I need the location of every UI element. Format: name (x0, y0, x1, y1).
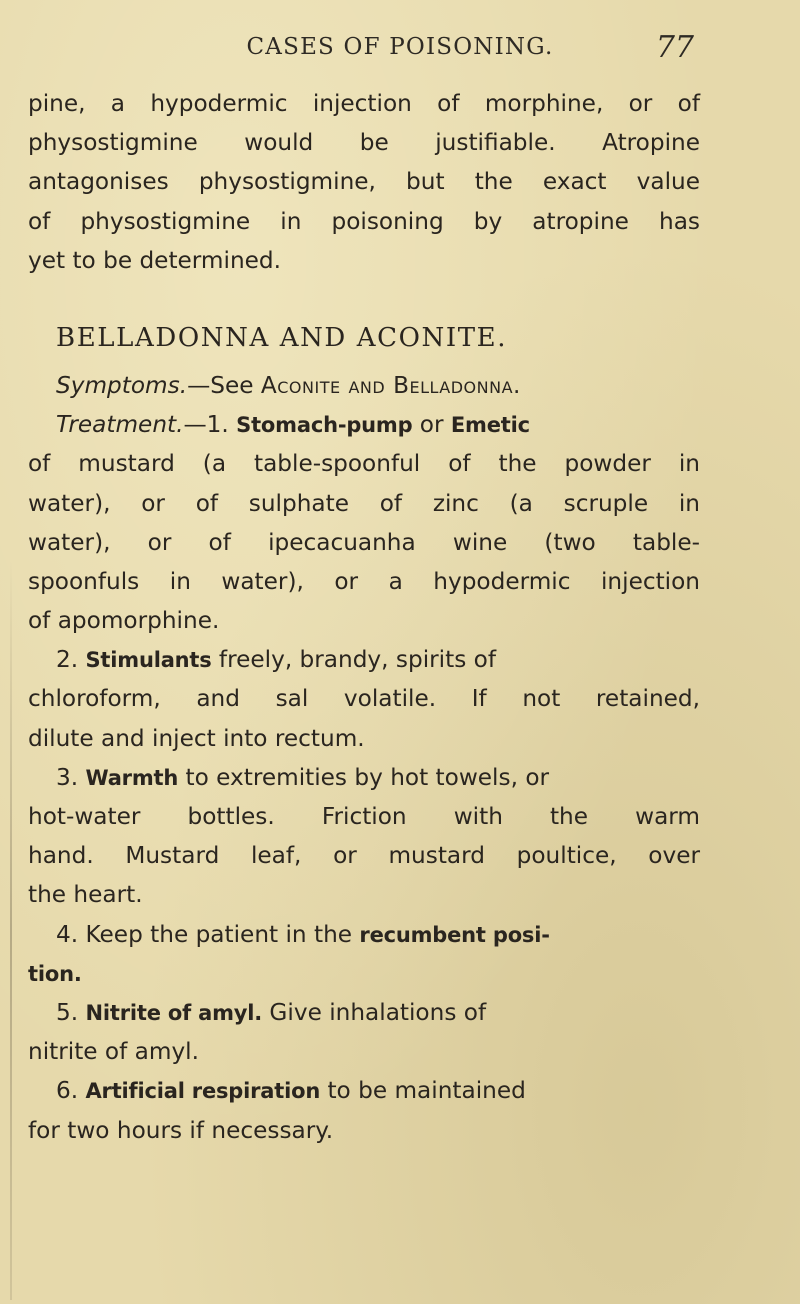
item-number: 6. (56, 1077, 79, 1105)
text-line: hot-water bottles. Friction with the warm (28, 803, 700, 830)
paragraph-continued (28, 84, 700, 280)
page-number: 77 (655, 30, 694, 65)
text-line: the heart. (28, 881, 143, 909)
symptoms-dash: —See (187, 371, 261, 399)
text-line: nitrite of amyl. (28, 1038, 199, 1066)
text-line: water), or of ipecacuanha wine (two table- (28, 528, 700, 556)
item-text: to be maintained (320, 1077, 526, 1105)
item-number: 1. (206, 411, 229, 439)
item-keyword: Stimulants (85, 648, 212, 673)
item-number: 2. (56, 646, 79, 674)
treatment-item-5 (28, 993, 700, 1032)
item-keyword: tion. (28, 961, 82, 986)
page-edge-shadow (10, 560, 12, 1300)
text-line: pine, a hypodermic injection of morphine, or of (28, 90, 700, 117)
item-text: freely, brandy, spirits of (211, 646, 497, 674)
item-number: 3. (56, 763, 79, 791)
symptoms-line (28, 366, 700, 405)
text-line: of apomorphine. (28, 607, 220, 635)
text-line: hand. Mustard leaf, or mustard poultice, over (28, 842, 700, 870)
text-line: for two hours if necessary. (28, 1116, 334, 1144)
treatment-item-2 (28, 640, 700, 679)
treatment-label: Treatment. (56, 411, 184, 439)
treatment-dash: — (183, 411, 207, 439)
item-text: or (412, 411, 451, 439)
text-line: chloroform, and sal volatile. If not retained, (28, 685, 700, 713)
item-text: Give inhalations of (262, 998, 487, 1026)
text-line: of mustard (a table-spoonful of the powder in (28, 450, 700, 478)
item-number: 4. (56, 920, 79, 948)
text-line: water), or of sulphate of zinc (a scruple in (28, 489, 700, 517)
symptoms-reference: Aconite and Belladonna. (260, 371, 521, 399)
text-line (28, 954, 700, 993)
text-line: of physostigmine in poisoning by atropine has (28, 207, 700, 235)
text-line: antagonises physostigmine, but the exact value (28, 168, 700, 196)
item-text: Keep the patient in the (78, 920, 360, 948)
text-line: spoonfuls in water), or a hypodermic injection (28, 567, 700, 595)
section-heading: BELLADONNA AND ACONITE. (56, 322, 508, 353)
treatment-item-6 (28, 1071, 700, 1110)
item-text: to extremities by hot towels, or (178, 763, 550, 791)
text-line: yet to be determined. (28, 246, 282, 274)
running-head-title: CASES OF POISONING. (246, 34, 554, 60)
item-keyword: recumbent posi- (359, 922, 550, 947)
treatment-item-4 (28, 915, 700, 954)
item-keyword: Artificial respiration (85, 1079, 321, 1104)
body-text (28, 84, 700, 1150)
item-keyword: Stomach-pump (236, 413, 413, 438)
symptoms-label: Symptoms. (56, 371, 188, 399)
item-keyword: Warmth (85, 765, 179, 790)
text-line: dilute and inject into rectum. (28, 724, 365, 752)
item-number: 5. (56, 998, 79, 1026)
treatment-line (28, 405, 700, 444)
item-keyword: Emetic (450, 413, 530, 438)
treatment-item-3 (28, 758, 700, 797)
item-keyword: Nitrite of amyl. (85, 1000, 263, 1025)
text-line: physostigmine would be justifiable. Atropine (28, 129, 700, 157)
